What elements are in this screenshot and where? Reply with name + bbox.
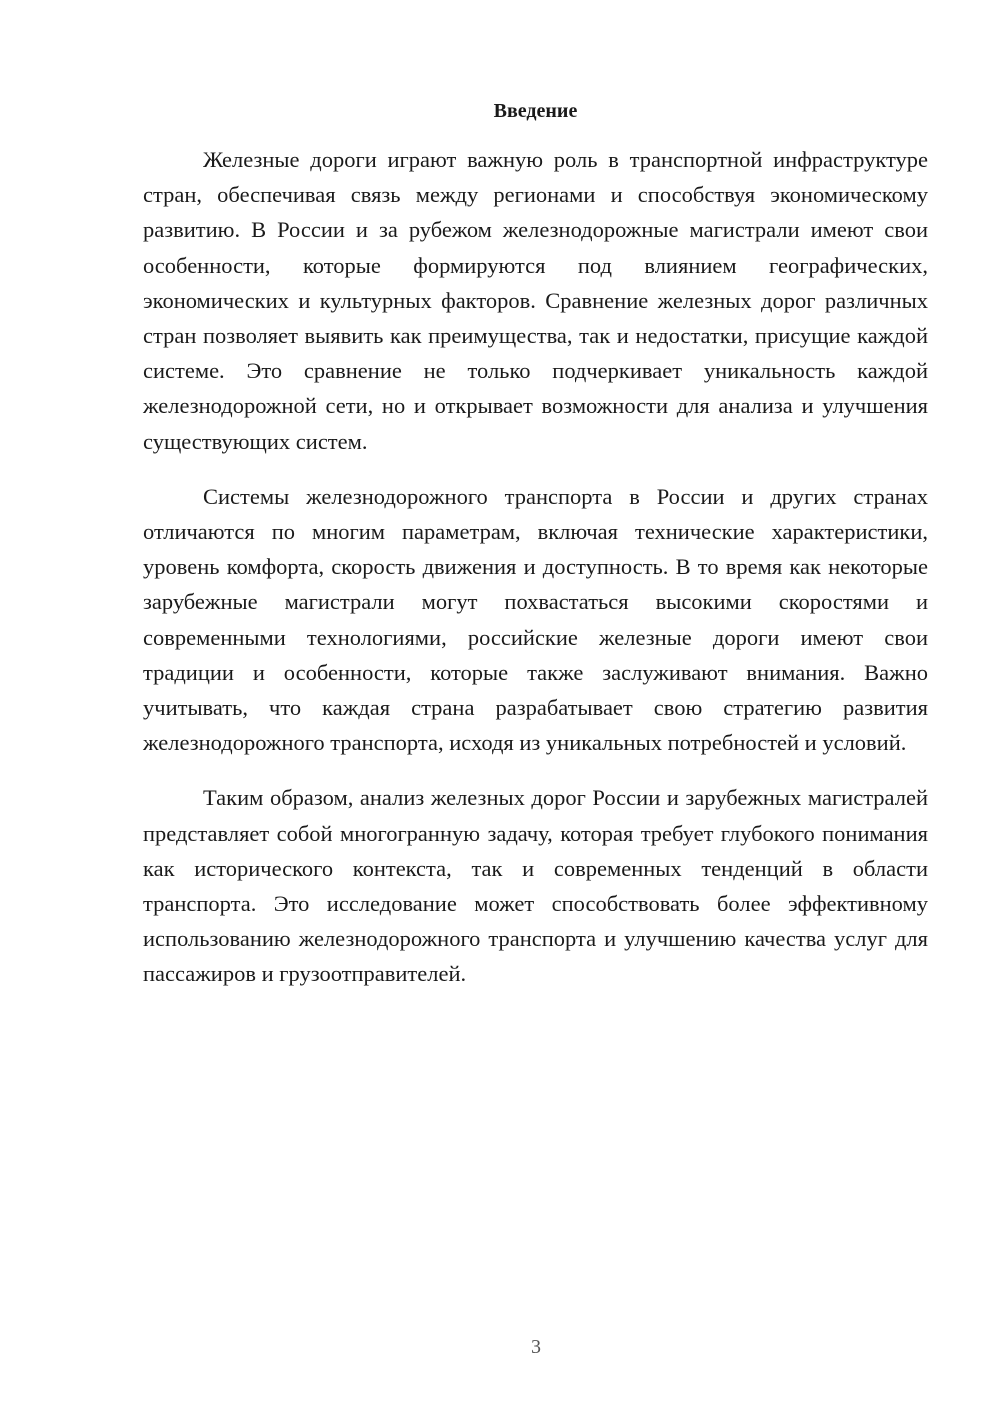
body-text: [143, 142, 928, 1012]
paragraph-1: Железные дороги играют важную роль в транспортной инфраструктуре стран, обеспечивая связь между регионами и способствуя экономическому развитию. В России и за рубежом железнодорожные магистрали имеют свои особенности, которые формируются под влиянием географических, экономических и культурных факторов. Сравнение железных дорог различных стран позволяет выявить как преимущества, так и недостатки, присущие каждой системе. Это сравнение не только подчеркивает уникальность каждой железнодорожной сети, но и открывает возможности для анализа и улучшения существующих систем.: [143, 147, 928, 454]
page-number: 3: [531, 1336, 541, 1358]
paragraph-3: Таким образом, анализ железных дорог России и зарубежных магистралей представляет собой многогранную задачу, которая требует глубокого понимания как исторического контекста, так и современных тенденций в области транспорта. Это исследование может способствовать более эффективному использованию железнодорожного транспорта и улучшению качества услуг для пассажиров и грузоотправителей.: [143, 785, 928, 987]
paragraph-2: Системы железнодорожного транспорта в России и других странах отличаются по многим параметрам, включая технические характеристики, уровень комфорта, скорость движения и доступность. В то время как некоторые зарубежные магистрали могут похвастаться высокими скоростями и современными технологиями, российские железные дороги имеют свои традиции и особенности, которые также заслуживают внимания. Важно учитывать, что каждая страна разрабатывает свою стратегию развития железнодорожного транспорта, исходя из уникальных потребностей и условий.: [143, 483, 928, 756]
section-heading: Введение: [493, 100, 578, 122]
